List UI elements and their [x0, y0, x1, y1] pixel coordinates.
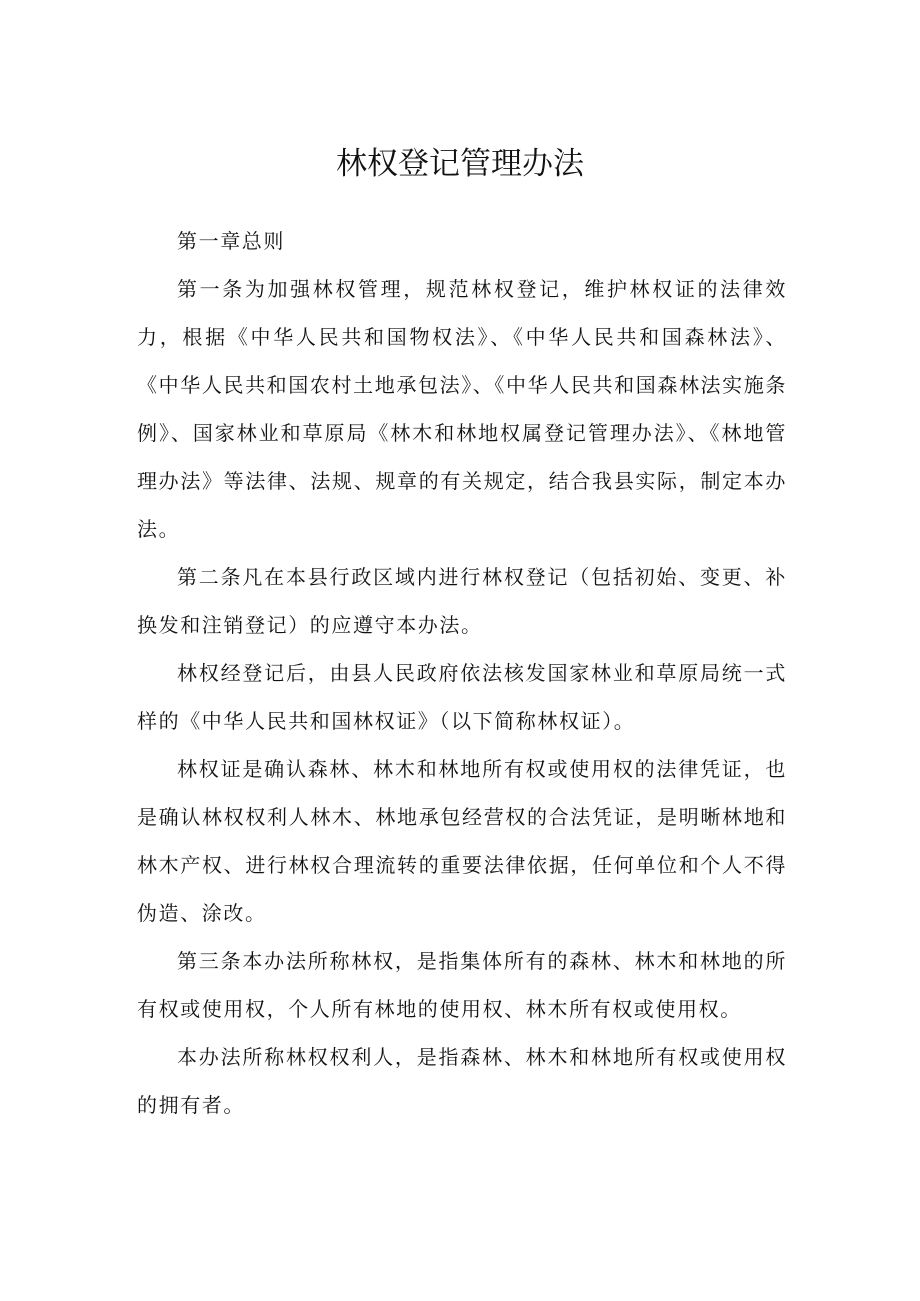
- chapter-heading: 第一章总则: [177, 229, 285, 253]
- article-2-paragraph: 第二条凡在本县行政区域内进行林权登记（包括初始、变更、补换发和注销登记）的应遵守本办法。: [137, 565, 787, 637]
- article-1-paragraph: 第一条为加强林权管理，规范林权登记，维护林权证的法律效力，根据《中华人民共和国物权法》、《中华人民共和国森林法》、《中华人民共和国农村土地承包法》、《中华人民共和国森林法实施条例》、国家林业和草原局《林木和林地权属登记管理办法》、《林地管理办法》等法律、法规、规章的有关规定，结合我县实际，制定本办法。: [137, 277, 787, 541]
- document-body: [137, 217, 787, 1129]
- article-2-paragraph-3: 林权证是确认森林、林木和林地所有权或使用权的法律凭证，也是确认林权权利人林木、林地承包经营权的合法凭证，是明晰林地和林木产权、进行林权合理流转的重要法律依据，任何单位和个人不得伪造、涂改。: [137, 757, 787, 925]
- article-3-paragraph: 第三条本办法所称林权，是指集体所有的森林、林木和林地的所有权或使用权，个人所有林地的使用权、林木所有权或使用权。: [137, 949, 787, 1021]
- article-3-paragraph-2: 本办法所称林权权利人，是指森林、林木和林地所有权或使用权的拥有者。: [137, 1045, 787, 1117]
- document-title: 林权登记管理办法: [336, 146, 584, 182]
- article-2-paragraph-2: 林权经登记后，由县人民政府依法核发国家林业和草原局统一式样的《中华人民共和国林权证》（以下简称林权证）。: [137, 661, 787, 733]
